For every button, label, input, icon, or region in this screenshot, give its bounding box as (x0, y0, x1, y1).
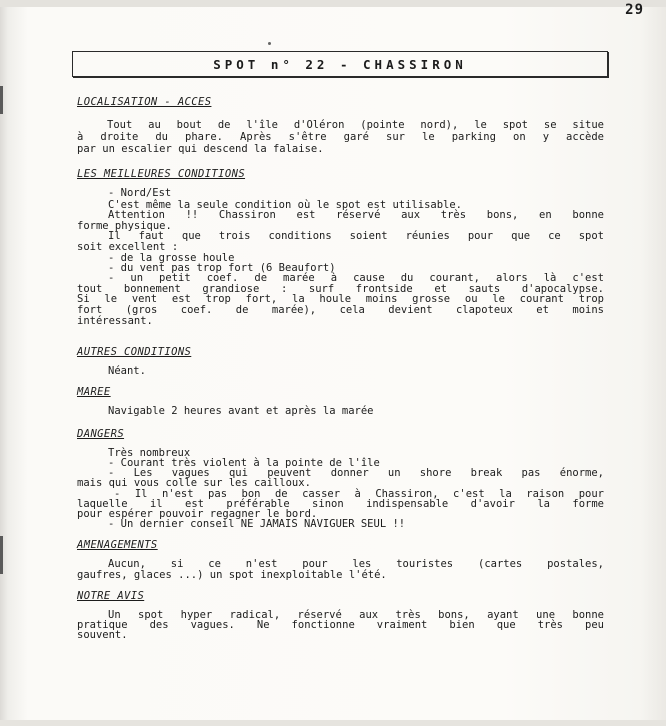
text-line: Navigable 2 heures avant et après la marée (108, 405, 374, 417)
text-line: - Les vagues qui peuvent donner un shore break pas énorme, (108, 467, 604, 479)
text-line: - Un dernier conseil NE JAMAIS NAVIGUER SEUL !! (108, 518, 406, 530)
text-line: forme physique. (77, 220, 172, 232)
text-line: Attention !! Chassiron est réservé aux très bons, en bonne (108, 209, 604, 221)
section-heading-localisation: LOCALISATION - ACCES (77, 96, 212, 108)
text-line: mais qui vous colle sur les cailloux. (77, 477, 311, 489)
section-heading-notre-avis: NOTRE AVIS (77, 590, 145, 602)
text-line: gaufres, glaces ...) un spot inexploitable l'été. (77, 569, 387, 581)
page-number: 29 (625, 2, 644, 18)
page-bottom-edge (0, 720, 666, 726)
text-line: souvent. (77, 629, 128, 641)
text-line: - du vent pas trop fort (6 Beaufort) (108, 262, 336, 274)
text-line: Aucun, si ce n'est pour les touristes (cartes postales, (108, 558, 604, 570)
text-line: Si le vent est trop fort, la houle moins grosse ou le courant trop (77, 293, 604, 305)
title-box (72, 51, 608, 77)
page-title: SPOT n° 22 - CHASSIRON (213, 56, 467, 72)
text-line: - Courant très violent à la pointe de l'île (108, 457, 380, 469)
text-line: tout bonnement grandiose : surf frontside et sauts d'apocalypse. (77, 283, 604, 295)
text-line: C'est même la seule condition où le spot est utilisable. (108, 199, 463, 211)
text-line: par un escalier qui descend la falaise. (77, 143, 324, 155)
ink-speck (268, 42, 271, 45)
page-top-edge (0, 0, 666, 7)
text-line: - un petit coef. de marée à cause du courant, alors là c'est (108, 272, 604, 284)
text-line: pratique des vagues. Ne fonctionne vraiment bien que très peu (77, 619, 604, 631)
text-line: pour espérer pouvoir regagner le bord. (77, 508, 318, 520)
text-line: - Il n'est pas bon de casser à Chassiron, c'est la raison pour (114, 488, 604, 500)
section-heading-amenagements: AMENAGEMENTS (77, 539, 158, 551)
section-heading-maree: MAREE (77, 386, 111, 398)
section-heading-meilleures-conditions: LES MEILLEURES CONDITIONS (77, 168, 246, 180)
text-line: fort (gros coef. de marée), cela devient clapoteux et moins (77, 304, 604, 316)
text-line: Il faut que trois conditions soient réunies pour que ce spot (108, 230, 604, 242)
text-line: intéressant. (77, 315, 153, 327)
section-heading-autres-conditions: AUTRES CONDITIONS (77, 346, 192, 358)
text-line: laquelle il est préférable sinon indispensable d'avoir la forme (77, 498, 604, 510)
spine-mark (0, 86, 3, 114)
text-line: à droite du phare. Après s'être garé sur le parking on y accède (77, 131, 604, 143)
text-line: - de la grosse houle (108, 252, 235, 264)
text-line: soit excellent : (77, 241, 179, 253)
text-line: Très nombreux (108, 447, 191, 459)
text-line: Tout au bout de l'île d'Oléron (pointe nord), le spot se situe (107, 119, 604, 131)
text-line: Néant. (108, 365, 146, 377)
text-line: - Nord/Est (108, 187, 172, 199)
text-line: Un spot hyper radical, réservé aux très bons, ayant une bonne (108, 609, 604, 621)
section-heading-dangers: DANGERS (77, 428, 125, 440)
spine-mark (0, 536, 3, 574)
